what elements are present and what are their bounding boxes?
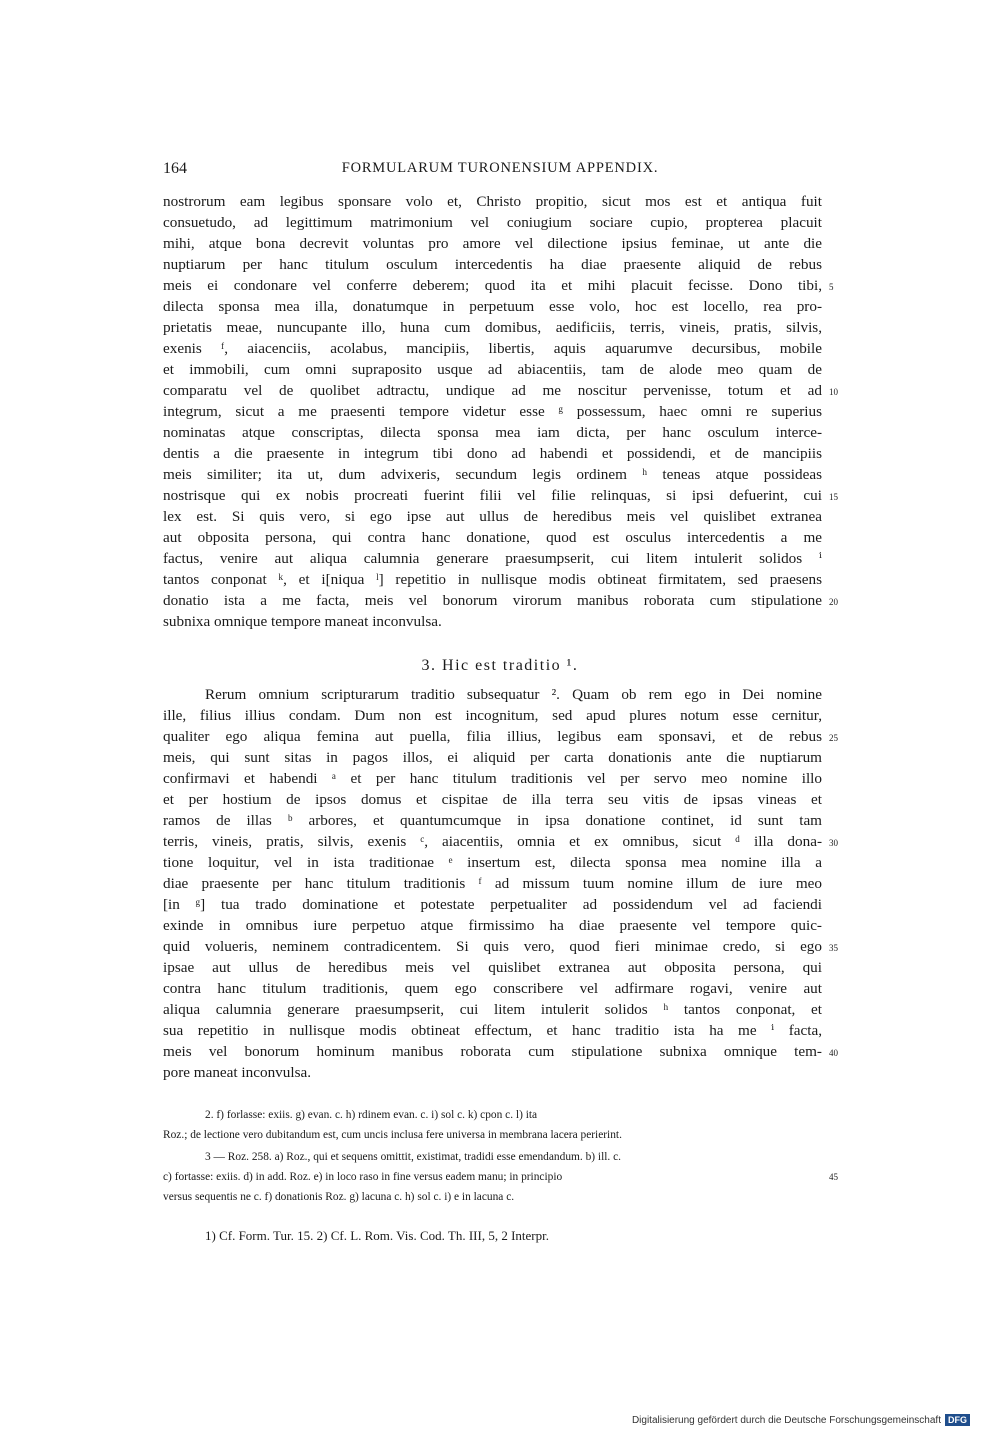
text-line: Rerum omnium scripturarum traditio subsequatur ². Quam ob rem ego in Dei nomine (205, 686, 822, 703)
text-line: nostrorum eam legibus sponsare volo et, Christo propitio, sicut mos est et antiqua fuit (163, 193, 822, 210)
text-line: tione loquitur, vel in ista traditionae ᵉ insertum est, dilecta sponsa mea nomine illa a (163, 854, 822, 871)
text-line: [in ᵍ] tua trado dominatione et potestate perpetualiter ad possidendum vel ad faciendi (163, 896, 822, 913)
text-line: meis vel bonorum hominum manibus roborata cum stipulatione subnixa omnique tem- (163, 1043, 822, 1060)
text-line: contra hanc titulum traditionis, quem ego conscribere vel adfirmare rogavi, venire aut (163, 980, 822, 997)
note-line: c) fortasse: exiis. d) in add. Roz. e) in loco raso in fine versus eadem manu; in principio (163, 1171, 563, 1183)
line-number: 35 (829, 943, 838, 953)
text-line: exenis ᶠ, aiacenciis, acolabus, mancipiis, libertis, aquis aquarumve decursibus, mobile (163, 340, 822, 357)
text-line: qualiter ego aliqua femina aut puella, filia illius, legibus eam sponsavi, et de rebus (163, 728, 822, 745)
line-number: 40 (829, 1048, 838, 1058)
text-line: donatio ista a me facta, meis vel bonorum virorum manibus roborata cum stipulatione (163, 592, 822, 609)
text-line: quid volueris, neminem contradicentem. Si quis vero, quod fieri minimae credo, si ego (163, 938, 822, 955)
line-number: 15 (829, 492, 838, 502)
text-line: ipsae aut ullus de heredibus meis vel quislibet extranea aut obposita persona, qui (163, 959, 822, 976)
text-line: tantos conponat ᵏ, et i[niqua ˡ] repetitio in nullisque modis obtineat firmitatem, sed praesens (163, 571, 822, 588)
text-line: consuetudo, ad legittimum matrimonium vel coniugium sociare cupio, propterea placuit (163, 214, 822, 231)
digitization-note: Digitalisierung gefördert durch die Deutsche Forschungsgemeinschaft (631, 1414, 941, 1426)
dfg-logo: DFG (945, 1414, 970, 1426)
text-line: ille, filius illius condam. Dum non est incognitum, sed apud plures notum esse cernitur, (163, 707, 822, 724)
text-line: meis ei condonare vel conferre deberem; quod ita et mihi placuit fecisse. Dono tibi, (163, 277, 822, 294)
line-number: 20 (829, 597, 838, 607)
page-number: 164 (163, 160, 187, 177)
text-line: confirmavi et habendi ᵃ et per hanc titulum traditionis vel per servo meo nomine illo (163, 770, 822, 787)
text-line: nominatas atque conscriptas, dilecta sponsa mea iam dicta, per hanc osculum interce- (163, 424, 822, 441)
line-number: 10 (829, 387, 838, 397)
running-title: FORMULARUM TURONENSIUM APPENDIX. (341, 160, 659, 176)
text-line: meis similiter; ita ut, dum advixeris, secundum legis ordinem ʰ teneas atque possideas (163, 466, 822, 483)
text-line: factus, venire aut aliqua calumnia generare praesumpserit, cui litem intulerit solidos ⁱ (163, 550, 822, 567)
note-line: 2. f) forlasse: exiis. g) evan. c. h) rdinem evan. c. i) sol c. k) cpon c. l) ita (205, 1109, 538, 1121)
line-number: 25 (829, 733, 838, 743)
text-line: lex est. Si quis vero, si ego ipse aut ullus de heredibus meis vel quislibet extranea (163, 508, 822, 525)
text-line: et per hostium de ipsos domus et cispitae de illa terra seu vitis de ipsas vineas et (163, 791, 822, 808)
digitization-credit (632, 1414, 970, 1426)
text-line: nostrisque qui ex nobis procreati fuerint filii vel filie relinquas, si ipsi defuerint, cui (163, 487, 822, 504)
note-line: 3 — Roz. 258. a) Roz., qui et sequens omittit, existimat, tradidi esse emendandum. b) ill. c. (205, 1151, 621, 1163)
text-line: aut obposita persona, qui contra hanc donatione, quod est osculus intercedentis a me (163, 529, 822, 546)
text-line: aliqua calumnia generare praesumpserit, cui litem intulerit solidos ʰ tantos conponat, et (163, 1001, 822, 1018)
text-line: diae praesente per hanc titulum traditionis ᶠ ad missum tuum nomine illum de iure meo (163, 875, 822, 892)
line-number: 45 (829, 1172, 838, 1182)
text-line: ramos de illas ᵇ arbores, et quantumcumque in ipsa donatione continet, id sunt tam (163, 812, 822, 829)
text-line: comparatu vel de quolibet adtractu, undique ad me noscitur pervenisse, totum et ad (163, 382, 822, 399)
text-line: pore maneat inconvulsa. (163, 1064, 312, 1081)
source-references: 1) Cf. Form. Tur. 15. 2) Cf. L. Rom. Vis. Cod. Th. III, 5, 2 Interpr. (205, 1228, 549, 1243)
text-line: dilecta sponsa mea illa, donatumque in perpetuum esse volo, hoc est locello, rea pro- (163, 298, 822, 315)
note-line: Roz.; de lectione vero dubitandum est, cum uncis inclusa fere universa in membrana lacera perierint. (163, 1129, 622, 1141)
text-line: et immobili, cum omni supraposito usque ad abiacentiis, tam de alode meo quam de (163, 361, 822, 378)
section-heading: 3. Hic est traditio ¹. (421, 657, 579, 674)
text-line: nuptiarum per hanc titulum osculum intercedentis ha diae praesente aliquid de rebus (163, 256, 822, 273)
text-line: terris, vineis, pratis, silvis, exenis ᶜ, aiacentiis, omnia et ex omnibus, sicut ᵈ illa dona- (163, 833, 822, 850)
text-line: integrum, sicut a me praesenti tempore videtur esse ᵍ possessum, haec omni re superius (163, 403, 822, 420)
text-line: exinde in omnibus iure perpetuo atque firmissimo ha diae praesente vel tempore quic- (163, 917, 822, 934)
text-line: meis, qui sunt sitas in pagos illos, ei aliquid per carta donationis ante die nuptiarum (163, 749, 822, 766)
text-line: mihi, atque bona decrevit voluntas pro amore vel dilectione ipsius feminae, ut ante die (163, 235, 822, 252)
text-line: sua repetitio in nullisque modis obtineat effectum, et hanc traditio ista ha me ⁱ facta, (163, 1022, 822, 1039)
line-number: 30 (829, 838, 838, 848)
text-line: subnixa omnique tempore maneat inconvulsa. (163, 613, 442, 630)
line-number: 5 (829, 282, 834, 292)
note-line: versus sequentis ne c. f) donationis Roz. g) lacuna c. h) sol c. i) e in lacuna c. (163, 1191, 515, 1203)
text-line: prietatis meae, nuncupante illo, huna cum domibus, aedificiis, terris, vineis, pratis, silvis, (163, 319, 822, 336)
text-line: dentis a die praesente in integrum tibi dono ad habendi et possidendi, et de mancipiis (163, 445, 822, 462)
